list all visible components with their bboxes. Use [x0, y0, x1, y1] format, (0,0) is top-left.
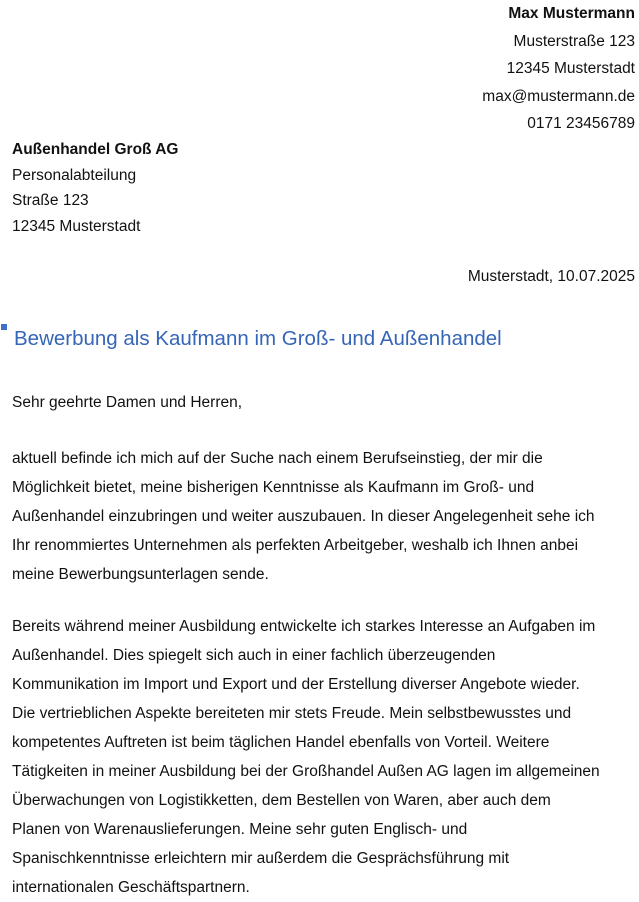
- paragraph-line: Bereits während meiner Ausbildung entwickelte ich starkes Interesse an Aufgaben im: [12, 618, 596, 635]
- heading-marker: [1, 324, 7, 330]
- paragraph-line: Tätigkeiten in meiner Ausbildung bei der Großhandel Außen AG lagen im allgemeinen: [12, 763, 600, 780]
- paragraph-line: Überwachungen von Logistikketten, dem Bestellen von Waren, aber auch dem: [12, 792, 551, 809]
- sender-name: Max Mustermann: [508, 5, 635, 22]
- paragraph-line: Außenhandel einzubringen und weiter auszubauen. In dieser Angelegenheit sehe ich: [12, 508, 595, 525]
- paragraph-line: Ihr renommiertes Unternehmen als perfekten Arbeitgeber, weshalb ich Ihnen anbei: [12, 537, 579, 554]
- paragraph-line: Die vertrieblichen Aspekte bereiteten mir stets Freude. Mein selbstbewusstes und: [12, 705, 572, 722]
- paragraph-line: Spanischkenntnisse erleichtern mir außerdem die Gesprächsführung mit: [12, 850, 510, 867]
- sender-address-block: [482, 0, 635, 138]
- subject-heading: Bewerbung als Kaufmann im Groß- und Außenhandel: [14, 327, 502, 350]
- body-paragraph-1: [12, 444, 595, 589]
- paragraph-line: Außenhandel. Dies spiegelt sich auch in einer fachlich überzeugenden: [12, 647, 496, 664]
- recipient-street: Straße 123: [12, 192, 89, 209]
- place-and-date: Musterstadt, 10.07.2025: [467, 268, 635, 285]
- sender-phone: 0171 23456789: [527, 115, 635, 133]
- sender-email: max@mustermann.de: [482, 87, 635, 105]
- paragraph-line: internationalen Geschäftspartnern.: [12, 879, 250, 896]
- recipient-company: Außenhandel Groß AG: [12, 141, 179, 158]
- paragraph-line: meine Bewerbungsunterlagen sende.: [12, 566, 269, 583]
- sender-city: 12345 Musterstadt: [506, 60, 635, 78]
- recipient-address-block: [12, 137, 178, 239]
- paragraph-line: Planen von Warenauslieferungen. Meine sehr guten Englisch- und: [12, 821, 468, 838]
- body-paragraph-2: [12, 612, 600, 902]
- paragraph-line: kompetentes Auftreten ist beim täglichen Handel ebenfalls von Vorteil. Weitere: [12, 734, 550, 751]
- paragraph-line: Kommunikation im Import und Export und der Erstellung diverser Angebote wieder.: [12, 676, 580, 693]
- paragraph-line: Möglichkeit bietet, meine bisherigen Kenntnisse als Kaufmann im Groß- und: [12, 479, 535, 496]
- recipient-city: 12345 Musterstadt: [12, 217, 141, 235]
- salutation: Sehr geehrte Damen und Herren,: [12, 394, 243, 411]
- paragraph-line: aktuell befinde ich mich auf der Suche nach einem Berufseinstieg, der mir die: [12, 450, 543, 467]
- sender-street: Musterstraße 123: [513, 32, 635, 50]
- recipient-department: Personalabteilung: [12, 166, 137, 184]
